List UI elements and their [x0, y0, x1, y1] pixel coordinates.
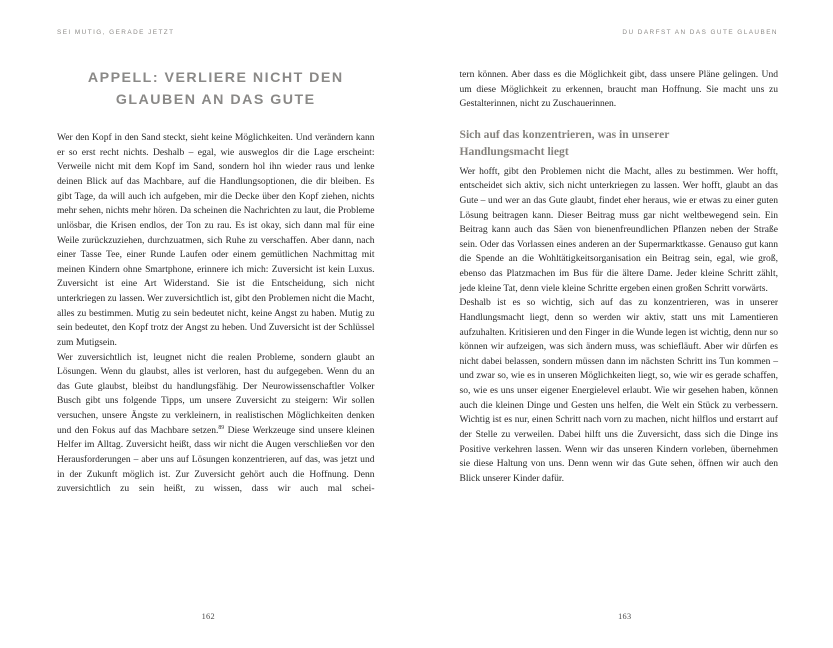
right-paragraph-continuation: tern können. Aber dass es die Möglichkeit gibt, dass unsere Pläne gelingen. Und um diese Möglichkeit zu erkennen, braucht man Hoffnung. Sie macht uns zu Gestalterinnen, nicht zu Zuschauerinnen.	[459, 69, 778, 110]
right-paragraph-1: Wer hofft, gibt den Problemen nicht die Macht, alles zu bestimmen. Wer hofft, entscheidet sich aktiv, sich nicht unterkriegen zu lassen. Wer hofft, glaubt an das Gute – und wer an das Gute glaubt, findet eher heraus, wie er etwas zu einer guten Lösung beitragen kann. Dieser Beitrag muss gar nicht weltbewegend sein. Ein Beitrag kann auch das Säen von bienenfreundlichen Pflanzen neben der Straße sein. Oder das Vorlassen eines anderen an der Supermarktkasse. Genauso gut kann die Spende an die Wohltätigkeitsorganisation ein Beitrag sein, egal, wie groß, ebenso das Platzmachen im Bus für die ältere Dame. Jeder kleine Schritt zählt, jede kleine Tat, denn viele kleine Schritte ergeben einen großen Schritt vorwärts.	[459, 165, 778, 294]
section-heading	[460, 127, 779, 161]
left-paragraph-1: Wer den Kopf in den Sand steckt, sieht keine Möglichkeiten. Und verändern kann er so erst recht nichts. Deshalb – egal, wie ausweglos dir die Lage erscheint: Verweile nicht mit dem Kopf im Sand, sondern hol ihn wieder raus und lenke deinen Blick auf das Machbare, auf die Handlungsoptionen, die dir bleiben. Es gibt Tage, da will auch ich aufgeben, mir die Decke über den Kopf ziehen, nichts mehr sehen, nichts mehr hören. Da scheinen die Nachrichten zu laut, die Probleme unlösbar, die Krisen endlos, der Ton zu rau. Es ist okay, sich dann mal für eine Weile zurückzuziehen, durchzuatmen, sich Ruhe zu verschaffen. Aber dann, nach einer Tasse Tee, einer Runde Laufen oder einem gemütlichen Nachmittag mit meinen Kindern ohne Smartphone, erinnere ich mich: Zuversicht ist kein Luxus. Zuversicht ist eine Art Widerstand. Sie ist die Entscheidung, sich nicht unterkriegen zu lassen. Wer zuversichtlich ist, gibt den Problemen nicht die Macht, alles zu bestimmen. Mutig zu sein bedeutet nicht, keine Angst zu haben. Mutig zu sein bedeutet, den Kopf trotz der Angst zu heben. Und Zuversicht ist der Schlüssel zum Mutigsein.	[57, 132, 375, 348]
left-paragraph-2-prefix: Wer zuversichtlich ist, leugnet nicht die realen Probleme, sondern glaubt an Lösungen. Wenn du glaubst, alles ist verloren, hast du aufgegeben. Wenn du an das Gute glaubst, bleibst du handlungsfähig. Der Neurowissenschaftler Volker Busch gibt uns folgende Tipps, um unsere Zuversicht zu steigern: Wir sollen versuchen, unsere Ängste zu verkleinern, in realistischen Möglichkeiten denken und den Fokus auf das Machbare setzen.	[57, 351, 375, 436]
running-head-left: SEI MUTIG, GERADE JETZT	[57, 29, 175, 36]
left-paragraph-2-suffix: Diese Werkzeuge sind unsere kleinen Helfer im Alltag. Zuversicht heißt, dass wir nicht die Augen verschließen vor den Herausforderungen – aber uns auf Lösungen konzentrieren, auf das, was jetzt und in der Zukunft möglich ist. Zur Zuversicht gehört auch die Hoffnung. Denn zuversichtlich zu sein heißt, zu wissen, dass wir auch mal schei-	[57, 424, 375, 495]
footnote-marker: 89	[218, 424, 225, 431]
folio-right: 163	[618, 612, 632, 621]
running-head-right: DU DARFST AN DAS GUTE GLAUBEN	[622, 29, 778, 36]
section-heading-line-2: Handlungsmacht liegt	[459, 144, 569, 158]
right-paragraph-2: Deshalb ist es so wichtig, sich auf das zu konzentrieren, was in unserer Handlungsmacht liegt, denn so werden wir aktiv, statt uns mit Lamentieren aufzuhalten. Kritisieren und den Finger in die Wunde legen ist wichtig, denn nur so können wir aufzeigen, was sich ändern muss, was schiefläuft. Aber wir dürfen es nicht dabei belassen, sondern müssen dann im nächsten Schritt ins Tun kommen – und zwar so, wie es in unseren Möglichkeiten liegt, so, wie wir es gerade schaffen, so, wie es uns unser eigener Energielevel erlaubt. Wie wir gesehen haben, können auch die kleinen Dinge und Gesten uns helfen, die Welt ein Stück zu verbessern. Wichtig ist es nur, einen Schritt nach vorn zu machen, nicht hilflos und erstarrt auf der Stelle zu verweilen. Dabei hilft uns die Zuversicht, dass sich die Dinge ins Positive verkehren lassen. Wenn wir das unseren Kindern vorleben, übernehmen sie diese Haltung von uns. Denn wenn wir das Gute sehen, öffnen wir auch den Blick unserer Kinder dafür.	[459, 297, 778, 484]
folio-left: 162	[201, 612, 215, 621]
chapter-title	[61, 68, 371, 111]
chapter-title-line-2: GLAUBEN AN DAS GUTE	[115, 91, 316, 108]
chapter-title-line-1: APPELL: VERLIERE NICHT DEN	[87, 70, 344, 86]
right-page	[417, 0, 833, 648]
section-heading-line-1: Sich auf das konzentrieren, was in unserer	[459, 127, 670, 141]
left-paragraph-2	[57, 351, 375, 497]
